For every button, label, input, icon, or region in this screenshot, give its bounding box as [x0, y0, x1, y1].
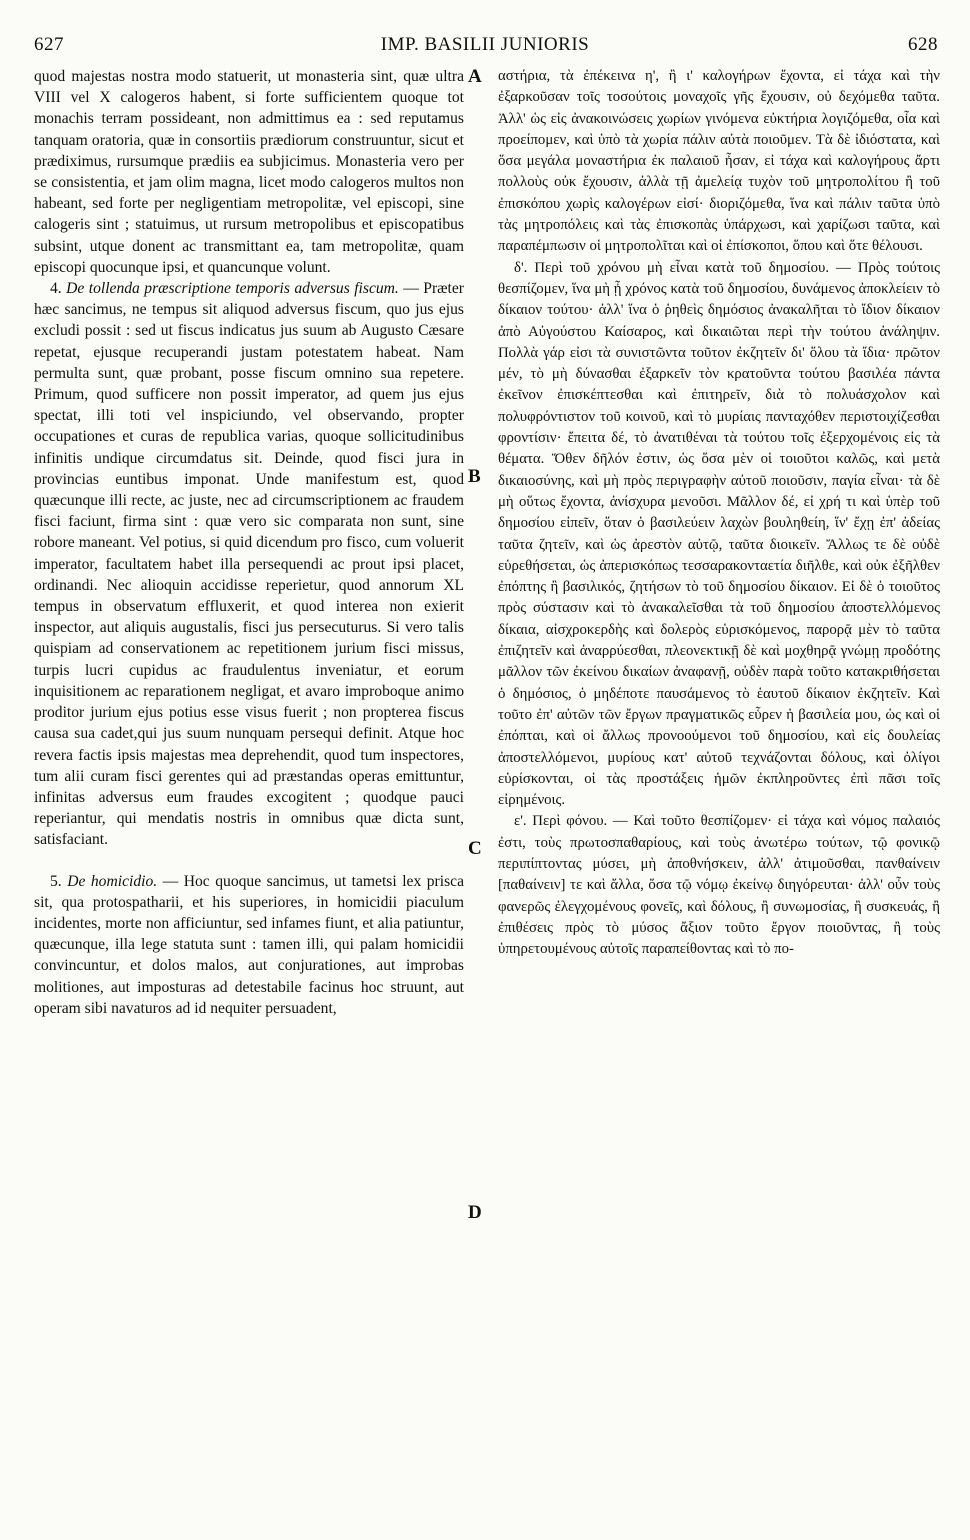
latin-section-4-title: De tollenda præscriptione temporis adversus fiscum.: [66, 280, 399, 298]
margin-marker-c: C: [468, 838, 482, 859]
running-header: [0, 34, 970, 64]
greek-section-5-number: ε'.: [514, 813, 527, 830]
greek-section-5-title: Περὶ φόνου.: [532, 813, 608, 830]
greek-paragraph-monasteries: αστήρια, τὰ ἐπέκεινα η', ἢ ι' καλογήρων ἔχοντα, εἰ τάχα καὶ τὴν ἐξαρκοῦσαν τοῖς τοσούτοις μοναχοῖς γῆς ἔχουσιν, οὐ δεχόμεθα ταῦτα. Ἀλλ' ὡς εἰς ἀνακοινώσεις χωρίων γινόμενα εὐκτήρια λογιζόμεθα, οἷα καὶ προείπομεν, καὶ ὑπὸ τὰ χωρία πάλιν αὐτὰ ποιοῦμεν. Τὰ δὲ ἰδιόστατα, καὶ ὅσα μεγάλα μοναστήρια ἐκ παλαιοῦ ἦσαν, εἰ τάχα καὶ καλογήρους ἄρτι πολλοὺς οὐκ ἔχουσιν, ἀλλὰ τῇ ἀμελείᾳ τυχὸν τοῦ μητροπολίτου ἢ τοῦ ἐπισκόπου χωρὶς καλογέρων εἰσί· διοριζόμεθα, ἵνα καὶ πάλιν ταῦτα ὑπὸ τὰς μητροπόλεις καὶ τὰς ἐπισκοπὰς ὑπάρχωσι, καὶ χαρίζωσι ταῦτα, καὶ παραπέμπωσιν οἱ μητροπολῖται καὶ οἱ ἐπίσκοποι, ὅπου καὶ ὅτε θέλουσι.: [498, 68, 940, 255]
greek-section-4: [498, 258, 940, 812]
latin-paragraph-monasteries: quod majestas nostra modo statuerit, ut monasteria sint, quæ ultra VIII vel X calogeros habent, si forte sufficientem quoque tot monachis terram possideant, non admittimus ea : sed reputamus tanquam oratoria, quæ in consortiis prædiorum construuntur, sicut et prædiximus, rursumque prædiis ea subjicimus. Monasteria vero per se consistentia, et jam olim magna, licet modo calogeros multos non habeant, sed forte per negligentiam metropolitæ, vel episcopi, sine calogeris sint ; statuimus, ut rursum metropolibus et episcopatibus subsint, utque donent ac transmittant ea, tam metropolitæ, quam episcopi quocunque ipsi, et quancunque volunt.: [34, 68, 464, 276]
margin-marker-a: A: [468, 66, 482, 87]
page-number-left: 627: [34, 34, 64, 55]
latin-section-5-number: 5.: [50, 872, 62, 890]
greek-section-4-title: Περὶ τοῦ χρόνου μὴ εἶναι κατὰ τοῦ δημοσίου.: [534, 259, 830, 276]
latin-section-4-number: 4.: [50, 280, 62, 298]
latin-section-4: [34, 278, 464, 850]
page-number-right: 628: [908, 34, 938, 55]
greek-section-5-body: — Καὶ τοῦτο θεσπίζομεν· εἰ τάχα καὶ νόμος παλαιός ἐστι, τοὺς πρωτοσπαθαρίους, καὶ τοὺς ἀνωτέρω τούτων, τῷ φονικῷ περιπίπτοντας μύσει, μὴ ἀποθνήσκειν, ἀλλ' ἀτιμοῦσθαι, πανθαίνειν [παθαίνειν] τε καὶ ἄλλα, ὅσα τῷ νόμῳ ἐκείνῳ διηγόρευται· ἀλλ' οὖν τοὺς φανερῶς ἐλεγχομένους φονεῖς, καὶ δόλους, ἢ συνωμοσίας, ἢ συσκευάς, ἢ ἐπιθέσεις πρὸς τὸ μύσος ἄξιον τοῦτο ἔργον ποιοῦντας, ἢ τοὺς ὑπηρετουμένους αὐτοῖς παραπείθοντας καὶ τὸ πο-: [498, 813, 940, 958]
running-title: IMP. BASILII JUNIORIS: [380, 34, 590, 55]
latin-section-5-body: — Hoc quoque sancimus, ut tametsi lex prisca sit, qua protospatharii, et his superiores, in homicidii piaculum incidentes, morte non afficiuntur, sed infames fiunt, et alia patiuntur, quæcunque, illa lege statuta sunt : tamen illi, qui palam homicidii convincuntur, et dolos malos, aut conjurationes, aut improbas molitiones, aut imposturas ad detestabile facinus hoc struunt, aut operam sibi navaturos ad id nequiter persuadent,: [34, 872, 464, 1017]
greek-section-4-number: δ'.: [514, 259, 528, 276]
latin-section-4-body: — Præter hæc sancimus, ne tempus sit aliquod adversus fiscum, quo jus ejus excludi possit : sed ut fiscus indicatus jus suum ab Augusto Cæsare repetat, ejusque recuperandi justam potestatem habeat. Nam permulta sunt, quæ probant, posse fiscum omnino sua repetere. Primum, quod sufficere non possit imperator, ad quem jus ejus spectat, illi toti vel inspiciundo, vel observando, propter occupationes et curas de republica varias, quoque sollicitudinibus infinitis undique circumdatus sit. Deinde, quod fisci jura in provincias euntibus imponat. Unde manifestum est, quod quæcunque illi recte, ac juste, nec ad circumscriptionem ac fraudem fisci faciunt, firma sint : quæ vero sic comparata non sunt, sine robore maneant. Vel potius, si quid dicendum pro fisco, cum voluerit imperator, facultatem habet illa persequendi ac prout ipsi placet, ordinandi. Nec alioquin accidisse reperietur, quod annorum XL tempus in observatum effluxerit, et quod interea non exierit inspector, aut aliquis augustalis, fisci jus persecuturus. Si vero talis quispiam ad conservationem ac repetitionem jurium fisci missus, turpis lucri cupidus ac fraudulentus inveniatur, et eorum inquisitionem ac reparationem negligat, et avaro improboque animo proditor jurium ejus potius esse visus fuerit ; non propterea fiscus causa sua cadet,qui jus suum nunquam persequi definit. Atque hoc revera factis ipsis majestas mea deprehendit, quod tum inspectores, tum alii curam fisci gerentes qui ad præstandas operas emittuntur, infinitas adversus eum fraudes excogitent ; quodque pauci reperiantur, qui mendatis nostris in omnibus quæ dicta sunt, satisfaciant.: [34, 280, 464, 849]
margin-marker-d: D: [468, 1202, 482, 1223]
greek-column: [498, 66, 940, 960]
latin-section-5-title: De homicidio.: [67, 872, 158, 890]
latin-column: [34, 66, 464, 1019]
margin-marker-b: B: [468, 466, 481, 487]
greek-section-5: [498, 811, 940, 960]
latin-section-5: [34, 871, 464, 1019]
greek-section-4-body: — Πρὸς τούτοις θεσπίζομεν, ἵνα μὴ ᾖ χρόνος κατὰ τοῦ δημοσίου, δυνάμενος ἀποκλείειν τὸ δίκαιον τούτου· ἀλλ' ἵνα ὁ ῥηθεὶς δημόσιος ἀνακαλῆται τὸ ἴδιον δίκαιον ἀπὸ Αὐγούστου Καίσαρος, καὶ δικαιῶται περὶ τὴν τούτου ἀνάληψιν. Πολλὰ γάρ εἰσι τὰ συνιστῶντα τοῦτον ἐκζητεῖν δι' ὅλου τὰ ἴδια· πρῶτον μέν, τὸ μὴ δύνασθαι ἐξαρκεῖν τὸν κρατοῦντα τούτου βασιλέα πάντα ἐκεῖνον ἐπισκέπτεσθαι καὶ ἐπιτηρεῖν, διὰ τὸ πολυάσχολον καὶ πολυφρόντιστον τοῦ κοινοῦ, καὶ τὸ μυρίαις πανταχόθεν περιστοιχίζεσθαι φροντίσιν· ἔπειτα δέ, τὸ ἀνατιθέναι τὰ τούτου τοῖς ἐξερχομένοις εἰς τὰ θέματα. Ὅθεν δῆλόν ἐστιν, ὡς ὅσα μὲν οἱ τοιοῦτοι καλῶς, καὶ μετὰ δικαιοσύνης, καὶ μὴ πρὸς περιγραφὴν αὐτοῦ ποιοῦσιν, παγία εἶναι· τὰ δὲ μὴ οὕτως ἔχοντα, ἀνίσχυρα μενοῦσι. Μᾶλλον δέ, εἰ χρή τι καὶ ὑπὲρ τοῦ δημοσίου εἰπεῖν, ὅταν ὁ βασιλεύειν λαχὼν βουληθείη, ἵν' ἔχῃ ἐπ' ἀδείας ταῦτα ζητεῖν, καὶ ὡς ἀρεστὸν αὐτῷ, ταῦτα διοικεῖν. Ἄλλως τε δὲ οὐδὲ εὑρεθήσεται, ὡς ἀπερισκόπως τεσσαρακονταετία διῆλθε, καὶ οὐκ ἐξῆλθεν ἐπόπτης ἢ βασιλικός, ζητήσων τὸ τοῦ δημοσίου δίκαιον. Εἰ δὲ ὁ τοιοῦτος πρὸς σύστασιν καὶ τὸ ἀνακαλεῖσθαι τὰ τοῦ δημοσίου ἀποστελλόμενος δίκαια, αἰσχροκερδὴς καὶ δολερὸς εὑρισκόμενος, παρορᾷ μὲν τὸ ταῦτα ἐπιζητεῖν καὶ ἀναρρύεσθαι, πλεονεκτικῇ δὲ καὶ μοχθηρᾷ γνώμῃ προδότης μᾶλλον τῶν ἐκείνου δικαίων ἀναφανῇ, οὐδὲν παρὰ τοῦτο κατακριθήσεται ὁ δημόσιος, ὁ μηδέποτε παυσάμενος τὸ ἑαυτοῦ δίκαιον ἐκζητεῖν. Καὶ τοῦτο ἐπ' αὐτῶν τῶν ἔργων πραγματικῶς εὗρεν ἡ βασιλεία μου, ὡς καὶ οἱ ἐπόπται, καὶ οἱ ἄλλως προνοούμενοι τοῦ δημοσίου, καὶ εἰς δουλείας ἀποστελλόμενοι, μυρίους κατ' αὐτοῦ τεχνάζονται δόλους, καὶ ὀλίγοι εὑρίσκονται, οἱ τὰς προστάξεις ἡμῶν ἐκπληροῦντες ἐπὶ πᾶσι τοῖς εἰρημένοις.: [498, 259, 940, 809]
